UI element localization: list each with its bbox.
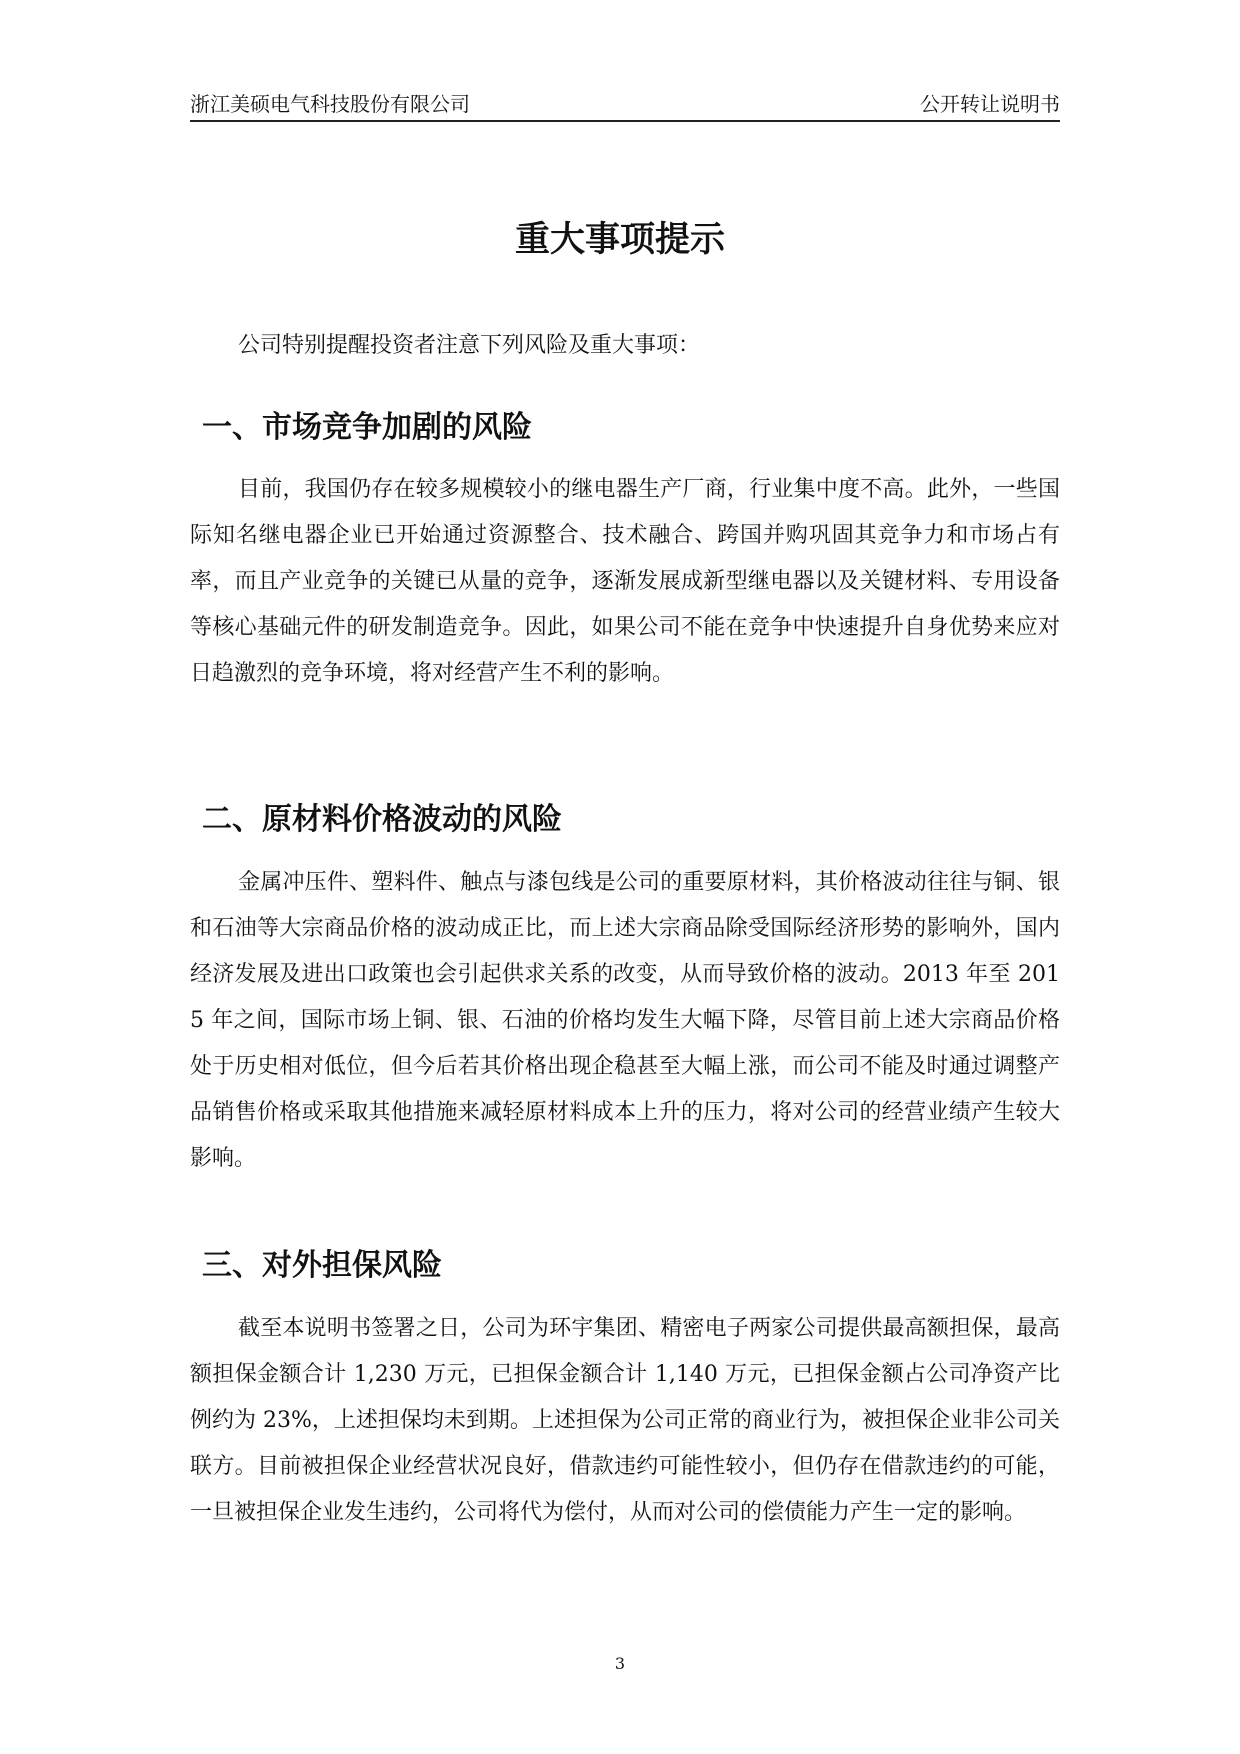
section-heading-external-guarantee: 三、对外担保风险 (202, 1248, 442, 1283)
page-number: 3 (614, 1654, 626, 1673)
page-header (190, 88, 1060, 122)
header-document-type: 公开转让说明书 (920, 92, 1060, 116)
section-body-external-guarantee: 截至本说明书签署之日，公司为环宇集团、精密电子两家公司提供最高额担保，最高额担保金额合计 1,230 万元，已担保金额合计 1,140 万元，已担保金额占公司净资产比例约为 23%，上述担保均未到期。上述担保为公司正常的商业行为，被担保企业非公司关联方。目前被担保企业经营状况良好，借款违约可能性较小，但仍存在借款违约的可能，一旦被担保企业发生违约，公司将代为偿付，从而对公司的偿债能力产生一定的影响。 (190, 1316, 1060, 1525)
section-heading-raw-material-price: 二、原材料价格波动的风险 (202, 802, 562, 837)
header-company-name: 浙江美硕电气科技股份有限公司 (190, 92, 470, 116)
intro-paragraph: 公司特别提醒投资者注意下列风险及重大事项： (238, 333, 701, 358)
section-body-market-competition: 目前，我国仍存在较多规模较小的继电器生产厂商，行业集中度不高。此外，一些国际知名继电器企业已开始通过资源整合、技术融合、跨国并购巩固其竞争力和市场占有率，而且产业竞争的关键已从量的竞争，逐渐发展成新型继电器以及关键材料、专用设备等核心基础元件的研发制造竞争。因此，如果公司不能在竞争中快速提升自身优势来应对日趋激烈的竞争环境，将对经营产生不利的影响。 (190, 477, 1060, 686)
page-title: 重大事项提示 (514, 220, 725, 260)
section-heading-market-competition: 一、市场竞争加剧的风险 (202, 410, 532, 445)
section-body-raw-material-price: 金属冲压件、塑料件、触点与漆包线是公司的重要原材料，其价格波动往往与铜、银和石油等大宗商品价格的波动成正比，而上述大宗商品除受国际经济形势的影响外，国内经济发展及进出口政策也会引起供求关系的改变，从而导致价格的波动。2013 年至 2015 年之间，国际市场上铜、银、石油的价格均发生大幅下降，尽管目前上述大宗商品价格处于历史相对低位，但今后若其价格出现企稳甚至大幅上涨，而公司不能及时通过调整产品销售价格或采取其他措施来减轻原材料成本上升的压力，将对公司的经营业绩产生较大影响。 (190, 870, 1060, 1171)
